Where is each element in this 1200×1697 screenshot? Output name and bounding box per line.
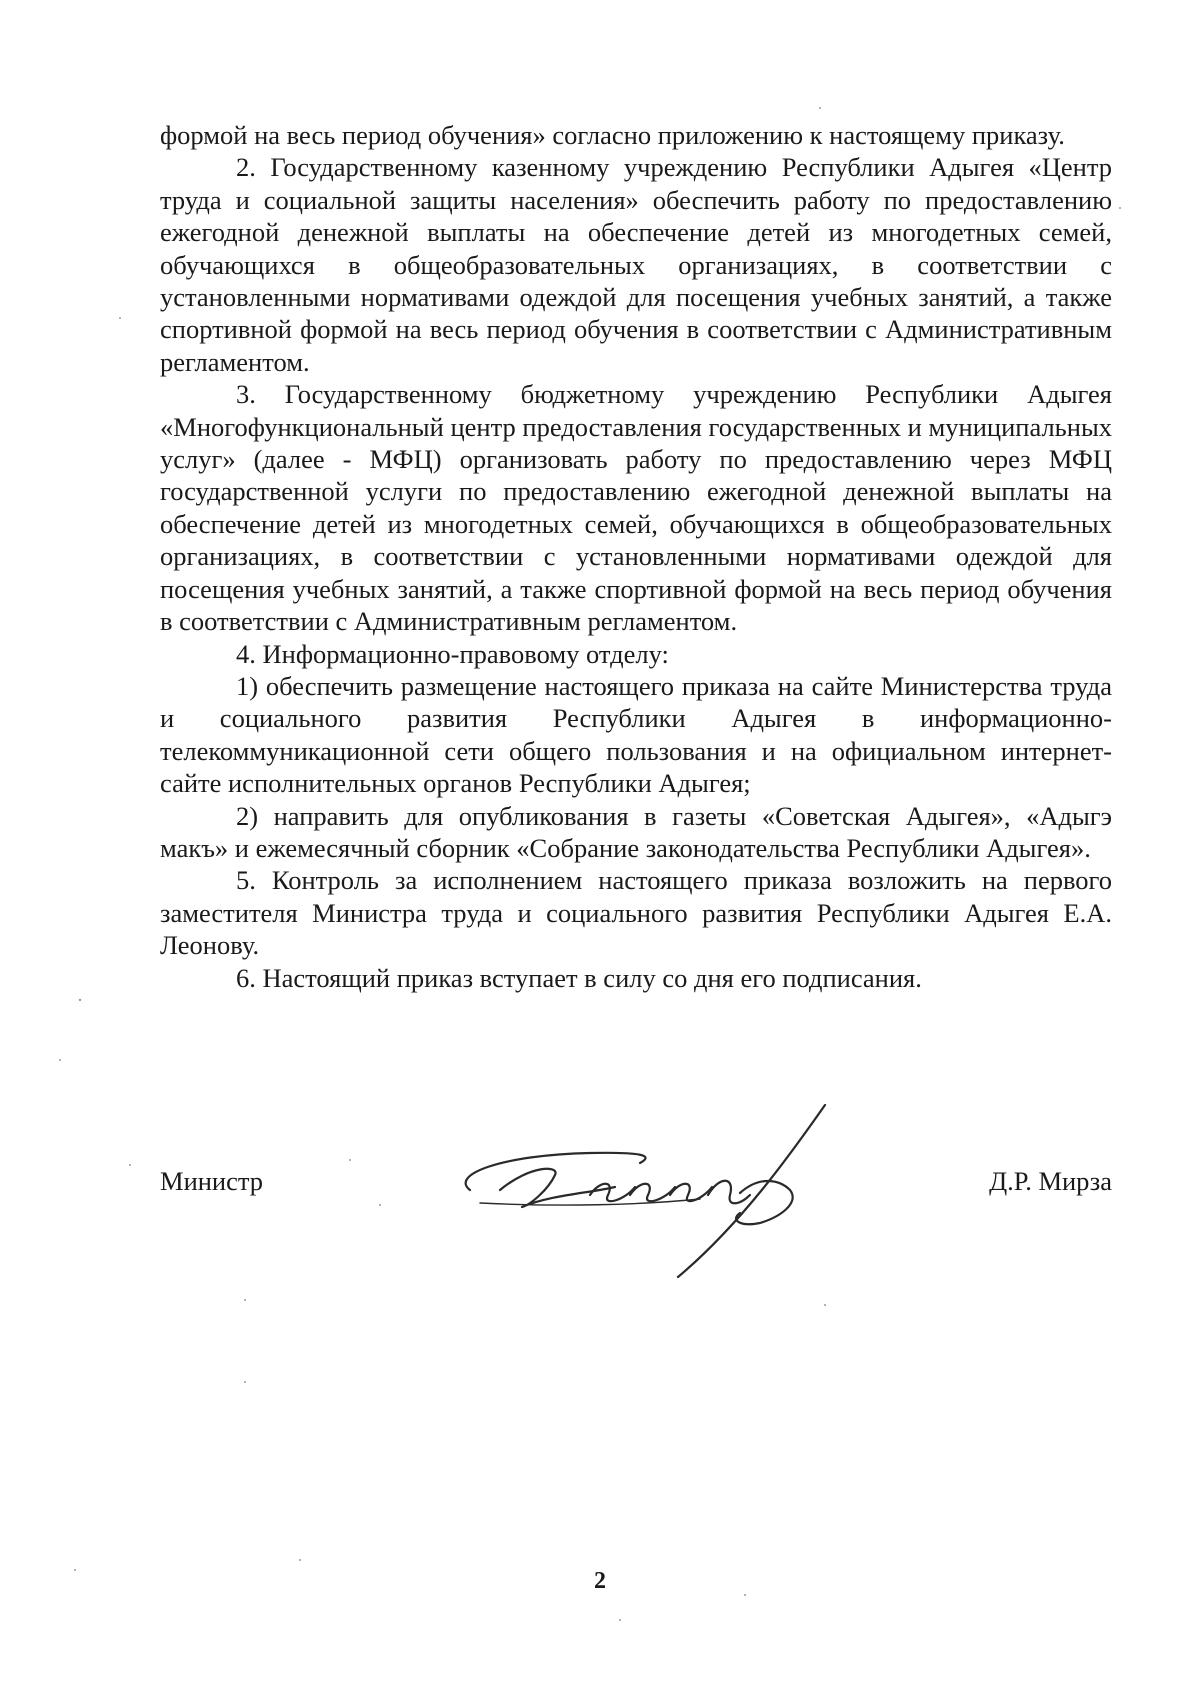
- page-number: 2: [594, 1568, 606, 1594]
- paragraph-item-5: 5. Контроль за исполнением настоящего приказа возложить на первого заместителя Министра труда и социального развития Республики Адыгея Е.А. Леонову.: [160, 865, 1112, 961]
- signatory-title: Министр: [160, 1166, 264, 1196]
- paragraph-item-4-1: 1) обеспечить размещение настоящего приказа на сайте Министерства труда и социального развития Республики Адыгея в информационно-телекоммуникационной сети общего пользования и на официальном интернет-сайте исполнительных органов Республики Адыгея;: [160, 670, 1112, 799]
- paragraph-item-6: 6. Настоящий приказ вступает в силу со дня его подписания.: [236, 962, 922, 993]
- signatory-name: Д.Р. Мирза: [989, 1166, 1112, 1196]
- paragraph-item-4-2: 2) направить для опубликования в газеты «Советская Адыгея», «Адыгэ макъ» и ежемесячный сборник «Собрание законодательства Республики Адыгея».: [160, 800, 1112, 863]
- paragraph-item-3: 3. Государственному бюджетному учреждению Республики Адыгея «Многофункциональный центр предоставления государственных и муниципальных услуг» (далее - МФЦ) организовать работу по предоставлению через МФЦ государственной услуги по предоставлению ежегодной денежной выплаты на обеспечение детей из многодетных семей, обучающихся в общеобразовательных организациях, в соответствии с установленными нормативами одеждой для посещения учебных занятий, а также спортивной формой на весь период обучения в соответствии с Административным регламентом.: [160, 379, 1112, 637]
- document-body: [160, 119, 1112, 994]
- paragraph-continuation: формой на весь период обучения» согласно приложению к настоящему приказу.: [160, 120, 1065, 150]
- paragraph-item-2: 2. Государственному казенному учреждению Республики Адыгея «Центр труда и социальной защиты населения» обеспечить работу по предоставлению ежегодной денежной выплаты на обеспечение детей из многодетных семей, обучающихся в общеобразовательных организациях, в соответствии с установленными нормативами одеждой для посещения учебных занятий, а также спортивной формой на весь период обучения в соответствии с Административным регламентом.: [160, 152, 1112, 377]
- paragraph-item-4: 4. Информационно-правовому отделу:: [236, 638, 669, 669]
- handwritten-signature: [440, 1095, 900, 1295]
